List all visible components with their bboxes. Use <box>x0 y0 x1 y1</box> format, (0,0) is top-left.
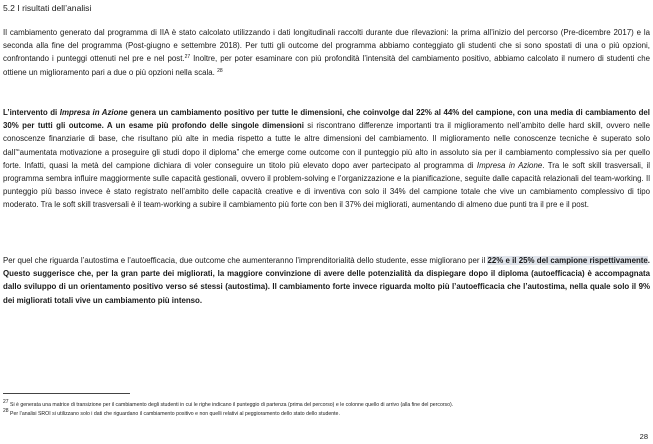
program-name: Impresa in Azione <box>476 160 543 170</box>
paragraph-text: Inoltre, per poter esaminare con più profondità l’intensità del cambiamento positivo, abbiamo calcolato il numero di studenti che ottiene un miglioramento pari a due o più opzioni nella scala. <box>3 54 650 77</box>
section-heading: 5.2 I risultati dell’analisi <box>3 3 92 13</box>
program-name: Impresa in Azione <box>59 108 128 117</box>
footnote <box>3 408 340 418</box>
bold-text: L’intervento di <box>3 108 60 117</box>
footnote-text: Si è generata una matrice di transizione per il cambiamento degli studenti in cui le righe indicano il punteggio di partenza (prima del percorso) e le colonne quello di arrivo (alla fine del percorso). <box>8 402 454 408</box>
footnote <box>3 399 454 409</box>
footnote-ref[interactable]: 27 <box>184 54 191 61</box>
paragraph-self-esteem <box>3 254 650 307</box>
footnote-number: 28 <box>3 408 9 414</box>
page-number: 28 <box>639 432 648 441</box>
highlighted-bold-text: 22% e il 25% del campione rispettivamente <box>487 256 648 265</box>
footnote-text: Per l’analisi SROI si utilizzano solo i dati che riguardano il cambiamento positivo e non quelli relativi al peggioramento dello stato dello studente. <box>8 411 340 417</box>
paragraph-method <box>3 26 650 79</box>
paragraph-text: Per quel che riguarda l’autostima e l’autoefficacia, due outcome che aumenteranno l’imprenditorialità dello studente, esse migliorano per il <box>3 256 488 265</box>
bold-text: genera un cambiamento positivo per tutte le dimensioni, che coinvolge dal 22% al 44% del campione, con una media di cambiamento del 30% per tutti gli outcome. A un esame più profondo delle singole dimensioni <box>3 108 650 131</box>
footnote-ref[interactable]: 28 <box>217 67 223 74</box>
footnote-number: 27 <box>3 399 9 405</box>
paragraph-text: Il cambiamento generato dal programma di IIA è stato calcolato utilizzando i dati longitudinali raccolti durante due rilevazioni: la prima all’inizio del percorso (Pre-dicembre 2017) e la seconda alla fine del programma (Post-giugno e settembre 2018). Per tutti gli outcome del programma abbiamo conteggiato gli studenti che si sono spostati di una o più opzioni, confrontando i punteggi ottenuti nel pre e nel post. <box>3 28 650 64</box>
paragraph-text: si riscontrano differenze importanti tra il miglioramento nell’ambito delle hard skill, ovvero nelle conoscenze finanziarie di base, che risultano più alte in media rispetto a tutte le altre dimensioni del cambiamento. Il miglioramento nelle conoscenze tecniche è superato solo dall’“aumentata motivazione a proseguire gli studi dopo il diploma” che emerge come outcome con il punteggio più alto in assoluto sia per il cambiamento complessivo sia per quello forte. Infatti, quasi la metà del campione dichiara di voler conseguire un titolo più elevato dopo aver partecipato al programma di <box>3 121 650 170</box>
bold-text: . Questo suggerisce che, per la gran parte dei migliorati, la maggiore convinzione di avere delle potenzialità da dispiegare dopo il diploma (autoefficacia) è accompagnata dallo sviluppo di un orientamento positivo verso sé stessi (autostima). Il cambiamento forte invece riguarda molto più l’autoefficacia che l’autostima, nella quale solo il 9% dei migliorati totali vive un cambiamento più intenso. <box>3 256 650 305</box>
paragraph-results <box>3 106 650 212</box>
footnote-divider <box>3 393 130 394</box>
paragraph-text: . Tra le soft skill trasversali, il programma sembra influire maggiormente sulle capacità gestionali, ovvero il problem-solving e l’organizzazione e la pianificazione, seguite dalle capacità relazionali del team-working. Il punteggio più basso invece è stato registrato nell’ambito delle capacità creative e di inventiva con solo il 34% del campione totale che vive un cambiamento complessivo di tipo moderato. Tra le soft skill trasversali è il team-working a subire il cambiamento più forte con ben il 37% dei migliorati, aumentando di almeno due punti tra il pre e il post. <box>3 160 650 210</box>
